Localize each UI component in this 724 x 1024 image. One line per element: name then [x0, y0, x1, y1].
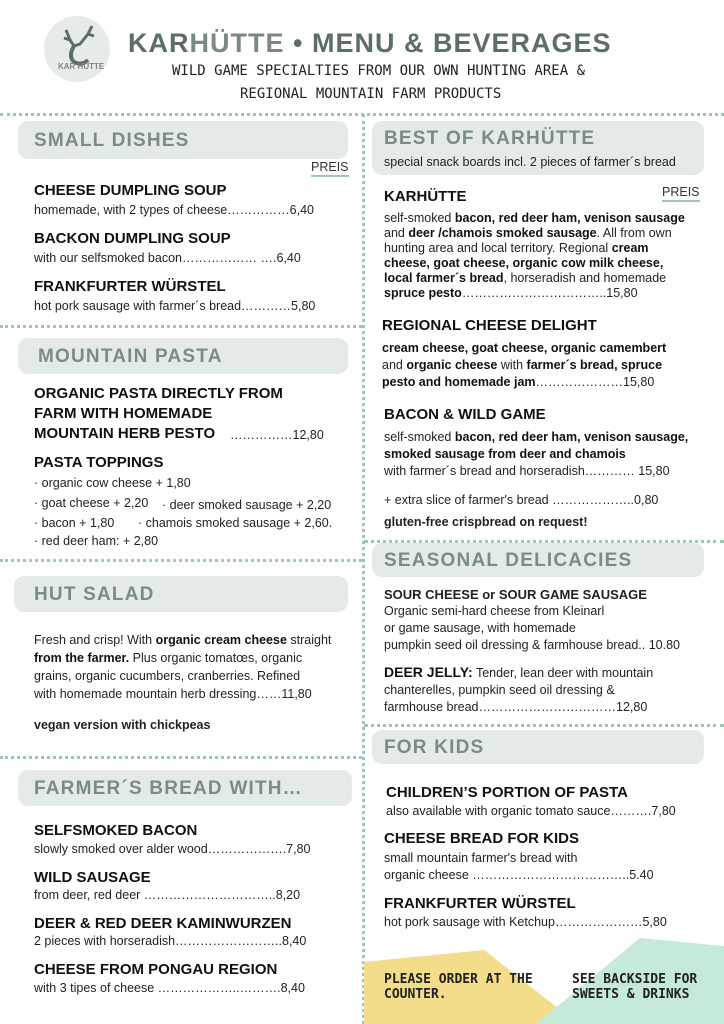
menu-item-desc: small mountain farmer's bread with — [384, 851, 578, 865]
subtitle-line-2: REGIONAL MOUNTAIN FARM PRODUCTS — [240, 86, 502, 102]
toppings-title: PASTA TOPPINGS — [34, 454, 164, 471]
vegan-note: vegan version with chickpeas — [34, 718, 211, 732]
divider-left-3 — [0, 756, 362, 759]
menu-item-price: ……………12,80 — [230, 428, 324, 442]
topping-line: · chamois smoked sausage + 2,60. — [138, 516, 333, 530]
menu-item-desc: 2 pieces with horseradish……………………..8,40 — [34, 934, 307, 948]
backside-note: SEE BACKSIDE FOR SWEETS & DRINKS — [572, 972, 698, 1002]
menu-item-desc: self-smoked bacon, red deer ham, venison sausage, — [384, 430, 689, 444]
menu-item-desc: homemade, with 2 types of cheese……………6,40 — [34, 203, 314, 217]
menu-item-desc: hot pork sausage with farmer´s bread…………5,80 — [34, 299, 316, 313]
menu-item-name: FRANKFURTER WÜRSTEL — [34, 278, 226, 295]
menu-item-desc: hunting area and local territory. Regional cream — [384, 241, 649, 255]
section-title-kids: FOR KIDS — [384, 737, 485, 758]
menu-item-name: CHEESE FROM PONGAU REGION — [34, 961, 278, 978]
menu-item-desc: farmhouse bread……………………………12,80 — [384, 700, 648, 714]
salad-desc-line: grains, organic cucumbers, cranberries. Refined — [34, 669, 301, 683]
menu-item-name: ORGANIC PASTA DIRECTLY FROM — [34, 385, 283, 402]
section-title-hut-salad: HUT SALAD — [34, 584, 155, 605]
menu-item-name: DEER & RED DEER KAMINWURZEN — [34, 915, 292, 932]
menu-item-desc: hot pork sausage with Ketchup…………………5,80 — [384, 915, 667, 929]
topping-line: · goat cheese + 2,20 — [34, 496, 149, 510]
menu-item-name: CHILDREN’S PORTION OF PASTA — [386, 784, 628, 801]
menu-item-desc: and organic cheese with farmer´s bread, spruce — [382, 358, 663, 372]
menu-item-name: BACON & WILD GAME — [384, 406, 546, 423]
menu-item-name: FRANKFURTER WÜRSTEL — [384, 895, 576, 912]
section-title-farmers-bread: FARMER´S BREAD WITH… — [34, 778, 303, 799]
divider-left-2 — [0, 559, 362, 562]
divider-right-2 — [364, 724, 724, 727]
menu-item-name: CHEESE BREAD FOR KIDS — [384, 830, 580, 847]
topping-line: · deer smoked sausage + 2,20 — [162, 498, 332, 512]
menu-item-desc: also available with organic tomato sauce……….7,80 — [386, 804, 676, 818]
deer-icon — [44, 16, 110, 82]
menu-item-desc: with our selfsmoked bacon……………… ….6,40 — [34, 251, 301, 265]
menu-item-desc: chanterelles, pumpkin seed oil dressing & — [384, 683, 615, 697]
gluten-free-note: gluten-free crispbread on request! — [384, 515, 588, 529]
topping-line: · organic cow cheese + 1,80 — [34, 476, 191, 490]
logo — [44, 16, 110, 82]
menu-item-desc: organic cheese ………………………………..5.40 — [384, 868, 654, 882]
page-title: KARHÜTTE • MENU & BEVERAGES — [128, 28, 612, 58]
divider-left-1 — [0, 325, 362, 328]
menu-item-desc: pumpkin seed oil dressing & farmhouse bread.. 10.80 — [384, 638, 681, 652]
section-subtitle-best-of: special snack boards incl. 2 pieces of farmer´s bread — [384, 155, 676, 169]
menu-item-desc: and deer /chamois smoked sausage. All from own — [384, 226, 672, 240]
menu-item-name: SOUR CHEESE or SOUR GAME SAUSAGE — [384, 587, 647, 602]
menu-item-name: BACKON DUMPLING SOUP — [34, 230, 231, 247]
topping-line: · red deer ham: + 2,80 — [34, 534, 159, 548]
order-note: PLEASE ORDER AT THE COUNTER. — [384, 972, 533, 1002]
menu-item-desc: cheese, goat cheese, organic cow milk cheese, — [384, 256, 664, 270]
section-title-best-of: BEST OF KARHÜTTE — [384, 128, 596, 149]
menu-item-name: WILD SAUSAGE — [34, 869, 151, 886]
salad-desc-line: Fresh and crisp! With organic cream cheese straight — [34, 633, 332, 647]
subtitle-line-1: WILD GAME SPECIALTIES FROM OUR OWN HUNTING AREA & — [172, 63, 586, 79]
preis-label: PREIS — [311, 160, 349, 177]
menu-item-name: REGIONAL CHEESE DELIGHT — [382, 317, 597, 334]
menu-item-desc: local farmer´s bread, horseradish and homemade — [384, 271, 667, 285]
salad-desc-line: with homemade mountain herb dressing……11,80 — [34, 687, 312, 701]
menu-item-name: FARM WITH HOMEMADE — [34, 405, 213, 422]
section-title-seasonal: SEASONAL DELICACIES — [384, 550, 633, 571]
menu-item-desc: self-smoked bacon, red deer ham, venison sausage — [384, 211, 685, 225]
menu-item-desc: pesto and homemade jam…………………15,80 — [382, 375, 655, 389]
menu-item-desc: slowly smoked over alder wood……………….7,80 — [34, 842, 311, 856]
section-title-small-dishes: SMALL DISHES — [34, 130, 190, 151]
menu-item-desc: DEER JELLY: Tender, lean deer with mountain — [384, 664, 654, 680]
menu-item-name: MOUNTAIN HERB PESTO — [34, 425, 216, 442]
extra-slice-line: + extra slice of farmer's bread ………………..0,80 — [384, 493, 659, 507]
logo-text: KAR HÜTTE — [58, 62, 105, 71]
menu-item-name: KARHÜTTE — [384, 188, 467, 205]
menu-item-desc: spruce pesto……………………………..15,80 — [384, 286, 638, 300]
menu-item-desc: with 3 tipes of cheese ………………..……….8,40 — [34, 981, 305, 995]
section-title-mountain-pasta: MOUNTAIN PASTA — [38, 346, 223, 367]
menu-item-desc: smoked sausage from deer and chamois — [384, 447, 626, 461]
menu-item-desc: with farmer´s bread and horseradish………… 15,80 — [384, 464, 670, 478]
menu-item-name: CHEESE DUMPLING SOUP — [34, 182, 227, 199]
menu-item-name: SELFSMOKED BACON — [34, 822, 198, 839]
divider-vertical — [362, 114, 365, 1024]
menu-item-desc: or game sausage, with homemade — [384, 621, 576, 635]
topping-line: · bacon + 1,80 — [34, 516, 115, 530]
menu-item-desc: from deer, red deer …………………………..8,20 — [34, 888, 301, 902]
menu-item-desc: Organic semi-hard cheese from Kleinarl — [384, 604, 605, 618]
salad-desc-line: from the farmer. Plus organic tomatœs, organic — [34, 651, 303, 665]
menu-item-desc: cream cheese, goat cheese, organic camembert — [382, 341, 667, 355]
preis-label: PREIS — [662, 185, 700, 202]
